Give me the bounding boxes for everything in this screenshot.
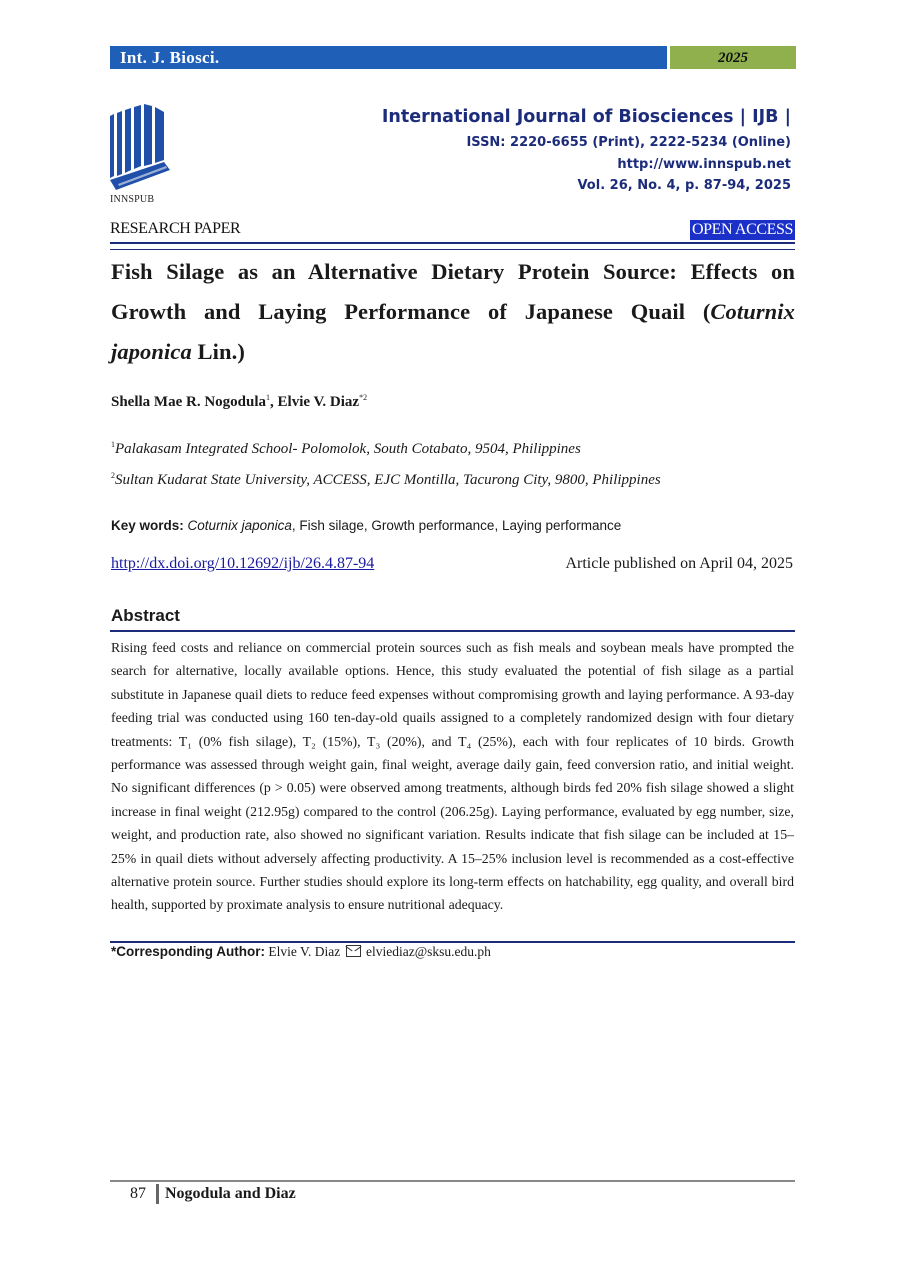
footer-rule	[110, 1180, 795, 1182]
mail-icon	[346, 945, 361, 957]
publication-date: Article published on April 04, 2025	[565, 555, 793, 572]
affiliation-2	[111, 471, 661, 489]
journal-issn: ISSN: 2220-6655 (Print), 2222-5234 (Online)	[466, 135, 791, 150]
affiliation-2-mark: 2	[111, 471, 115, 480]
abstract-text: Rising feed costs and reliance on commercial protein sources such as fish meals and soybean meals have prompted the search for alternative, locally available options. Hence, this study evaluated the potential of fish silage as a partial substitute in Japanese quail diets to reduce feed expenses without compromising growth and laying performance. A 93-day feeding trial was conducted using 160 ten-day-old quails assigned to a completely randomized design with four dietary treatments: T₁ (0% fish silage), T₂ (15%), T₃ (20%), and T₄ (25%), each with four replicates of 10 birds. Growth performance was assessed through weight gain, final weight, average daily gain, feed conversion ratio, and initial weight. No significant differences (p > 0.05) were observed among treatments, although birds fed 20% fish silage showed a slight increase in final weight (212.95g) compared to the control (206.25g). Laying performance, evaluated by egg number, size, weight, and production rate, also showed no significant variation. Results indicate that fish silage can be included at 15–25% in quail diets without adversely affecting productivity. A 15–25% inclusion level is recommended as a cost-effective alternative protein source. Further studies should explore its long-term effects on hatchability, egg quality, and overall bird health, supported by proximate analysis to ensure nutritional adequacy.	[111, 640, 794, 913]
corresponding-mark: *	[111, 944, 117, 959]
author-2-affil-mark: *2	[359, 393, 368, 402]
header-year: 2025	[718, 50, 748, 66]
author-1-name: Shella Mae R. Nogodula	[111, 394, 267, 410]
journal-url-link[interactable]: http://www.innspub.net	[617, 157, 791, 172]
affiliation-1	[111, 440, 581, 458]
footer-authors: Nogodula and Diaz	[165, 1185, 296, 1202]
keywords-species: Coturnix japonica	[187, 518, 292, 533]
article-title-part2: Lin.)	[191, 339, 245, 364]
article-title	[111, 252, 795, 372]
keywords-label: Key words:	[111, 518, 184, 533]
innspub-logo-icon	[108, 104, 176, 196]
corresponding-email[interactable]: elviediaz@sksu.edu.ph	[366, 944, 491, 959]
corresponding-author	[111, 944, 491, 960]
page-number: 87	[130, 1185, 146, 1202]
open-access-badge: OPEN ACCESS	[692, 221, 793, 238]
affiliation-1-mark: 1	[111, 440, 115, 449]
journal-volume: Vol. 26, No. 4, p. 87-94, 2025	[577, 178, 791, 193]
corresponding-name: Elvie V. Diaz	[268, 944, 341, 959]
doi-link[interactable]: http://dx.doi.org/10.12692/ijb/26.4.87-94	[111, 555, 375, 572]
article-title-part1: Fish Silage as an Alternative Dietary Protein Source: Effects on Growth and Laying Performance of Japanese Quail (	[111, 259, 795, 324]
author-2-name: Elvie V. Diaz	[277, 394, 360, 410]
logo-text: INNSPUB	[110, 194, 155, 205]
header-divider	[110, 242, 795, 250]
keywords-list: , Fish silage, Growth performance, Laying performance	[291, 518, 622, 533]
abstract-heading: Abstract	[111, 606, 180, 625]
abstract-top-rule	[110, 630, 795, 632]
keywords	[111, 518, 621, 533]
abstract-bottom-rule	[110, 941, 795, 943]
corresponding-label: Corresponding Author:	[116, 944, 265, 959]
author-list: Shella Mae R. Nogodula$^1$, Elvie V. Diaz$^{*2}$	[111, 393, 368, 410]
article-title-species: Coturnix japonica	[111, 299, 795, 364]
journal-title: International Journal of Biosciences | IJB |	[381, 107, 791, 127]
journal-abbreviation: Int. J. Biosci.	[120, 48, 220, 67]
affiliation-1-text: Palakasam Integrated School- Polomolok, South Cotabato, 9504, Philippines	[115, 441, 581, 457]
affiliation-2-text: Sultan Kudarat State University, ACCESS, EJC Montilla, Tacurong City, 9800, Philippines	[115, 472, 661, 488]
paper-type-label: RESEARCH PAPER	[110, 220, 241, 237]
author-1-affil-mark: 1	[266, 393, 271, 402]
footer-separator	[156, 1184, 159, 1204]
